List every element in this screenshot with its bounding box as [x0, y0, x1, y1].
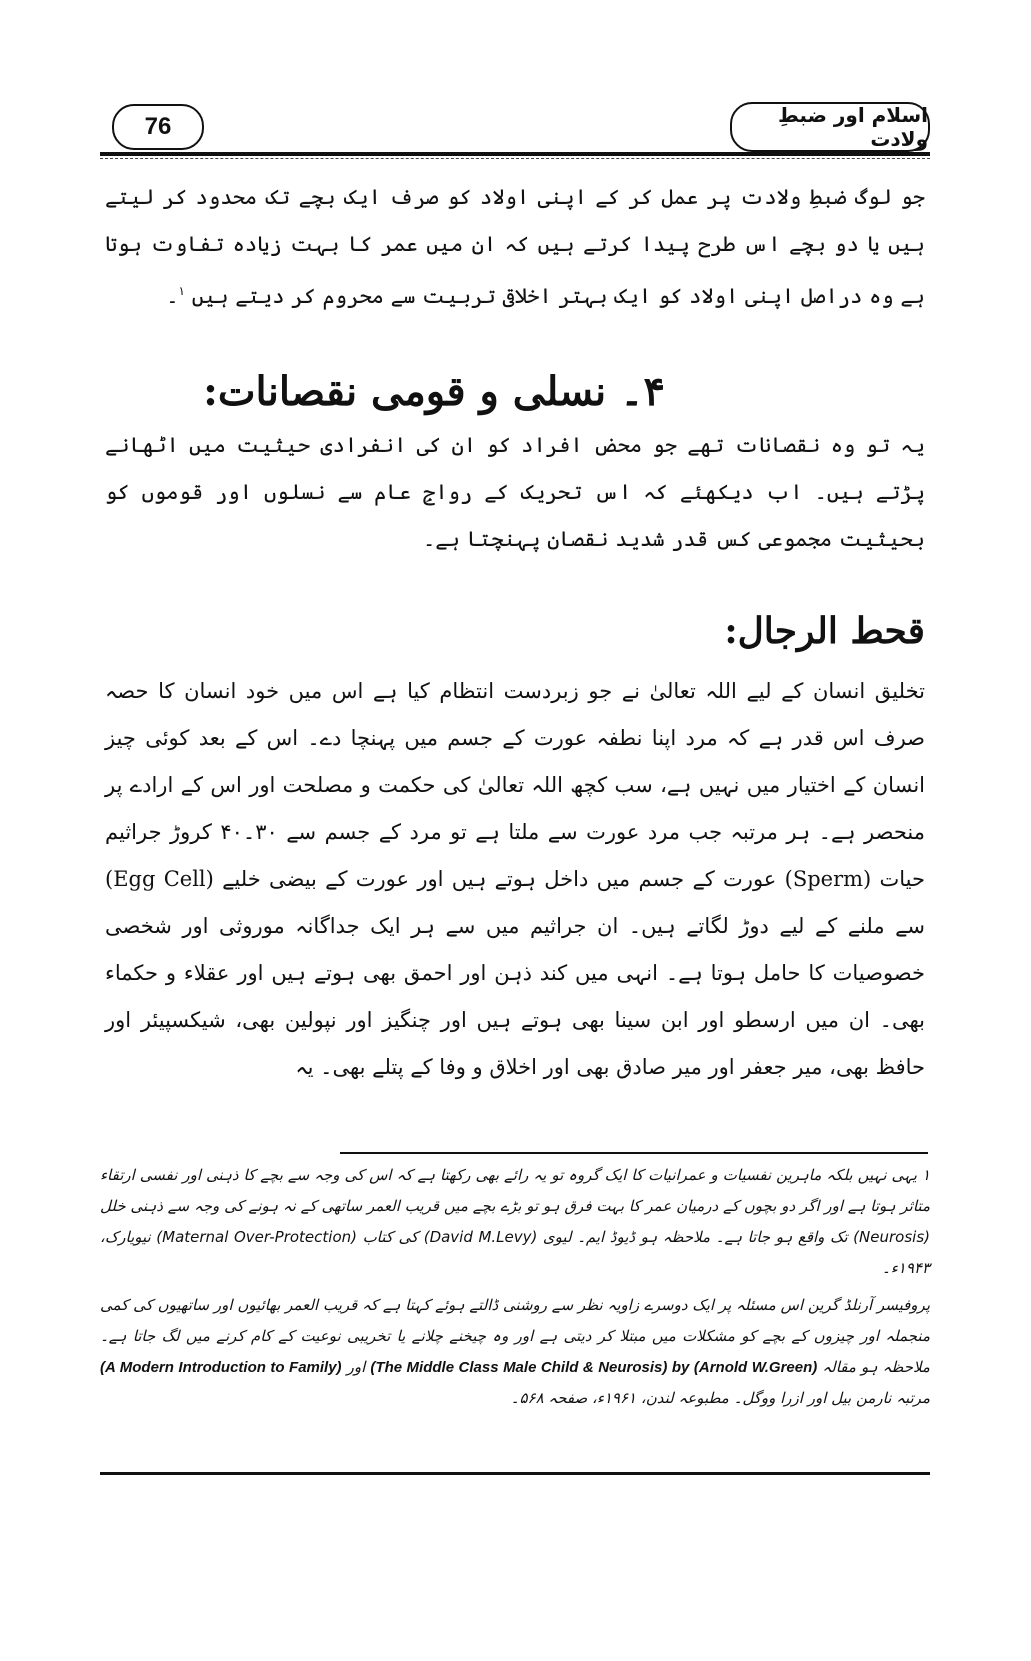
footnote-marker: ۱ — [178, 284, 185, 298]
footnote-1: ۱ یہی نہیں بلکہ ماہرین نفسیات و عمرانیات کا ایک گروہ تو یہ رائے بھی رکھتا ہے کہ اس کی وجہ سے بچے کا ذہنی اور نفسی ارتقاء متاثر ہوتا ہے اور اگر دو بچوں کے درمیان عمر کا بہت فرق ہو تو بڑے بچے میں قریب العمر ساتھی کے نہ ہونے کی وجہ سے ذہنی خلل (Neurosis) تک واقع ہو جاتا ہے۔ ملاحظہ ہو ڈیوڈ ایم۔ لیوی (David M.Levy) کی کتاب (Maternal Over-Protection) نیویارک، ۱۹۴۳ء۔ — [100, 1166, 930, 1277]
footnote-2-book-title: (A Modern Introduction to Family) — [100, 1359, 342, 1376]
header-rule-dashed — [100, 158, 930, 159]
page-header — [100, 100, 930, 160]
footnote-2-english-title: (The Middle Class Male Child & Neurosis) by (Arnold W.Green) — [370, 1359, 818, 1376]
body-text-bottom — [105, 668, 925, 1091]
paragraph-1: جو لوگ ضبطِ ولادت پر عمل کر کے اپنی اولاد کو صرف ایک بچے تک محدود کر لیتے ہیں یا دو بچے اس طرح پیدا کرتے ہیں کہ ان میں عمر کا بہت زیادہ تفاوت ہوتا ہے وہ دراصل اپنی اولاد کو ایک بہتر اخلاقی تربیت سے محروم کر دیتے ہیں $^۱$۔ — [105, 185, 925, 308]
subheading-qaht: قحط الرجال: — [724, 610, 925, 652]
paragraph-1-text: جو لوگ ضبطِ ولادت پر عمل کر کے اپنی اولاد کو صرف ایک بچے تک محدود کر لیتے ہیں یا دو بچے اس طرح پیدا کرتے ہیں کہ ان میں عمر کا بہت زیادہ تفاوت ہوتا ہے وہ دراصل اپنی اولاد کو ایک بہتر اخلاقی تربیت سے محروم کر دیتے ہیں — [105, 185, 925, 308]
footnote-2 — [100, 1290, 930, 1414]
body-text-top — [105, 174, 925, 320]
footnote-rule — [340, 1152, 928, 1154]
book-title: اسلام اور ضبطِ ولادت — [730, 102, 930, 152]
header-rule — [100, 152, 930, 156]
bottom-rule — [100, 1472, 930, 1475]
paragraph-2: یہ تو وہ نقصانات تھے جو محض افراد کو ان کی انفرادی حیثیت میں اٹھانے پڑتے ہیں۔ اب دیکھئے کہ اس تحریک کے رواجِ عام سے نسلوں اور قوموں کو بحیثیت مجموعی کس قدر شدید نقصان پہنچتا ہے۔ — [105, 433, 925, 551]
footnote-2-end: مرتبہ نارمن بیل اور ازرا ووگل۔ مطبوعہ لندن، ۱۹۶۱ء، صفحہ ۵۶۸۔ — [510, 1389, 930, 1407]
footnote-2-and: اور — [346, 1358, 366, 1376]
paragraph-3: تخلیق انسان کے لیے اللہ تعالیٰ نے جو زبردست انتظام کیا ہے اس میں خود انسان کا حصہ صرف اس قدر ہے کہ مرد اپنا نطفہ عورت کے جسم میں پہنچا دے۔ اس کے بعد کوئی چیز انسان کے اختیار میں نہیں ہے، سب کچھ اللہ تعالیٰ کی حکمت و مصلحت اور اس کے ارادے پر منحصر ہے۔ ہر مرتبہ جب مرد عورت سے ملتا ہے تو مرد کے جسم سے ۳۰۔۴۰ کروڑ جراثیم حیات (Sperm) عورت کے جسم میں داخل ہوتے ہیں اور عورت کے بیضی خلیے (Egg Cell) سے ملنے کے لیے دوڑ لگاتے ہیں۔ ان جراثیم میں سے ہر ایک جداگانہ موروثی اور شخصی خصوصیات کا حامل ہوتا ہے۔ انہی میں کند ذہن اور احمق بھی ہوتے ہیں اور عقلاء و حکماء بھی۔ ان میں ارسطو اور ابن سینا بھی ہوتے ہیں اور چنگیز اور نپولین بھی، شیکسپیئر اور حافظ بھی، میر جعفر اور میر صادق بھی اور اخلاق و وفا کے پتلے بھی۔ یہ — [105, 679, 925, 1079]
footnote-2-urdu: پروفیسر آرنلڈ گرین اس مسئلہ پر ایک دوسرے زاویہ نظر سے روشنی ڈالتے ہوئے کہتا ہے کہ قریب العمر بھائیوں اور ساتھیوں کی کمی منجملہ اور چیزوں کے بچے کو مشکلات میں مبتلا کر دیتی ہے اور وہ چیخنے چلانے یا تخریبی نوعیت کے کام کرنے میں لگ جاتا ہے۔ ملاحظہ ہو مقالہ — [100, 1296, 930, 1376]
page-number: 76 — [112, 104, 204, 150]
body-text-middle — [105, 422, 925, 563]
section-heading: ۴۔ نسلی و قومی نقصانات: — [203, 368, 665, 415]
footnotes — [100, 1160, 930, 1420]
